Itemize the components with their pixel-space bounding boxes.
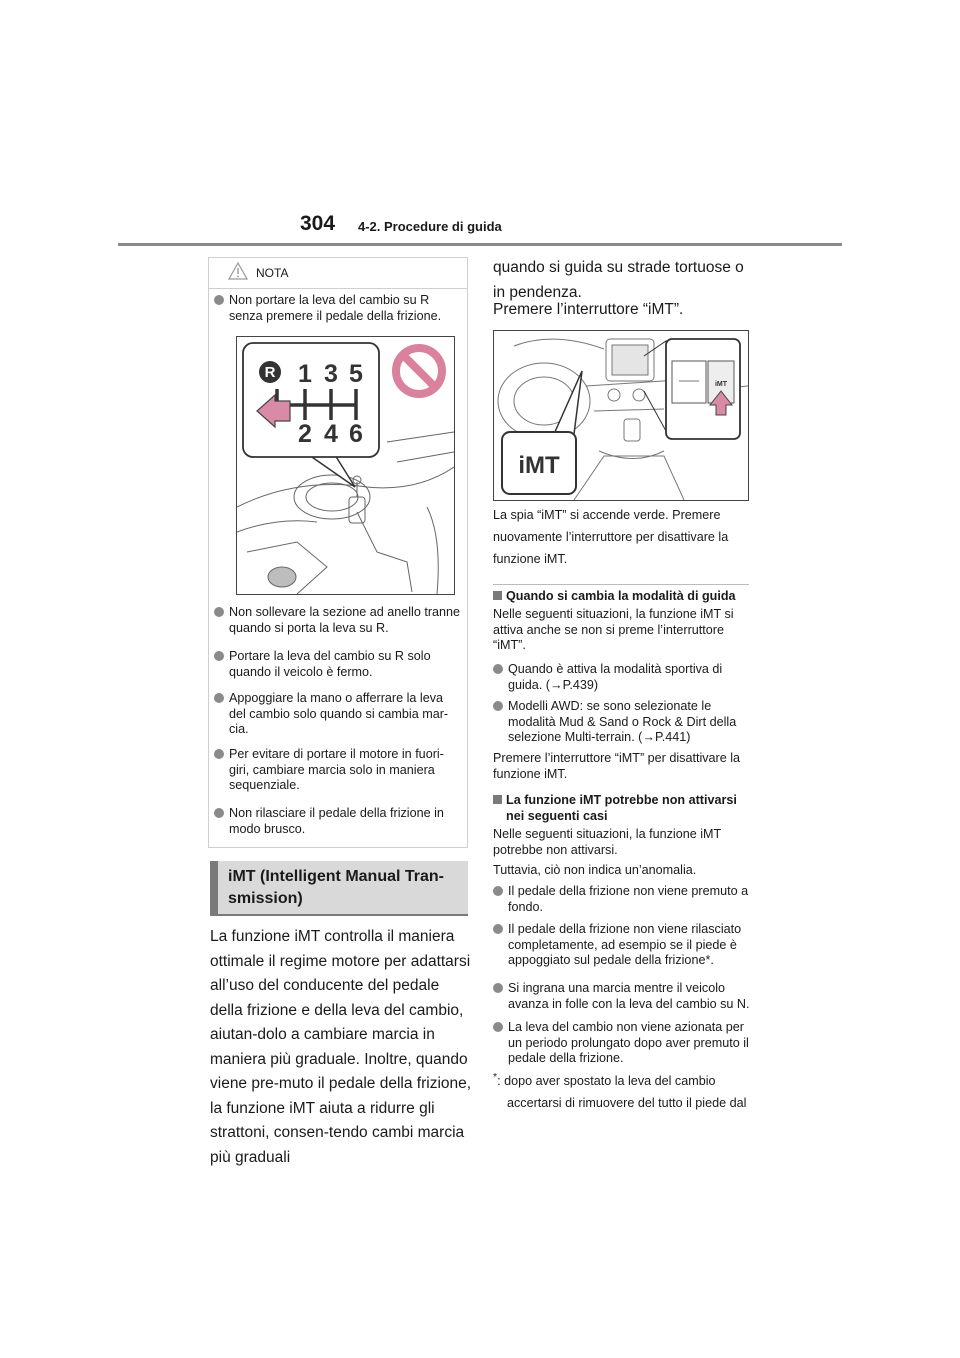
bullet-icon (214, 295, 224, 305)
svg-text:1: 1 (298, 360, 312, 388)
caution-item: Appoggiare la mano o afferrare la leva del cambio solo quando si cambia mar-cia. (214, 691, 462, 738)
svg-text:6: 6 (349, 420, 363, 448)
may-not-item: Il pedale della frizione non viene premuto a fondo. (493, 884, 751, 915)
caution-item: Portare la leva del cambio su R solo quando il veicolo è fermo. (214, 649, 462, 680)
section-heading-imt (210, 861, 468, 915)
bullet-icon (493, 1022, 503, 1032)
imt-intro-cont: quando si guida su strade tortuose o in pendenza. (493, 259, 744, 301)
may-not-intro2: Tuttavia, ciò non indica un’anomalia. (493, 863, 697, 877)
may-not-item: La leva del cambio non viene azionata per un periodo prolungato dopo aver premuto il pedale della frizione. (493, 1020, 751, 1067)
svg-text:2: 2 (298, 420, 312, 448)
caution-item: Non rilasciare il pedale della frizione in modo brusco. (214, 806, 462, 837)
mode-item: Modelli AWD: se sono selezionate le modalità Mud & Sand o Rock & Dirt della selezione Multi-terrain. (→P.441) (493, 699, 751, 746)
heading-rule (210, 914, 468, 916)
bullet-icon (493, 664, 503, 674)
svg-text:3: 3 (324, 360, 338, 388)
caution-item: Per evitare di portare il motore in fuori-giri, cambiare marcia solo in maniera sequenziale. (214, 747, 462, 794)
may-not-item: Si ingrana una marcia mentre il veicolo avanza in folle con la leva del cambio su N. (493, 981, 751, 1012)
gear-shift-illustration (236, 336, 455, 595)
caution-header (209, 258, 467, 289)
imt-press: Premere l’interruttore “iMT”. (493, 301, 684, 318)
section-title: 4-2. Procedure di guida (358, 219, 502, 234)
subsection-title-mode: Quando si cambia la modalità di guida (493, 589, 753, 605)
mode-intro: Nelle seguenti situazioni, la funzione iMT si attiva anche se non si preme l’interruttore “iMT”. (493, 607, 734, 652)
bullet-icon (214, 808, 224, 818)
imt-intro: La funzione iMT controlla il maniera ottimale il regime motore per adattarsi all’uso del conducente del pedale della frizione e della leva del cambio, aiutan-dolo a cambiare marcia in maniera più graduale. Inoltre, quando viene pre-muto il pedale della frizione, la funzione iMT aiuta a ridurre gli strattoni, consen-tendo cambi marcia più graduali (210, 928, 472, 1166)
caution-item: Non portare la leva del cambio su R senza premere il pedale della frizione. (214, 293, 462, 324)
caution-item: Non sollevare la sezione ad anello tranne quando si porta la leva su R. (214, 605, 462, 636)
bullet-icon (493, 886, 503, 896)
bullet-icon (214, 651, 224, 661)
imt-caption: La spia “iMT” si accende verde. Premere nuovamente l’interruttore per disattivare la funzione iMT. (493, 508, 729, 566)
heading-text: iMT (Intelligent Manual Tran-smission) (228, 868, 444, 907)
bullet-icon (493, 983, 503, 993)
svg-text:4: 4 (324, 420, 338, 448)
subsection-rule (493, 584, 749, 585)
page-number: 304 (300, 212, 336, 235)
square-bullet-icon (493, 795, 502, 804)
svg-text:5: 5 (349, 360, 363, 388)
bullet-icon (214, 607, 224, 617)
bullet-icon (214, 693, 224, 703)
bullet-icon (214, 749, 224, 759)
mode-outro: Premere l’interruttore “iMT” per disattivare la funzione iMT. (493, 751, 741, 781)
may-not-intro: Nelle seguenti situazioni, la funzione iMT potrebbe non attivarsi. (493, 827, 721, 857)
imt-switch-label: iMT (714, 381, 728, 388)
caution-label: NOTA (256, 266, 289, 280)
header-rule (118, 243, 842, 246)
svg-text:R: R (264, 364, 276, 381)
bullet-icon (493, 701, 503, 711)
footnote: *: dopo aver spostato la leva del cambio accertarsi di rimuovere del tutto il piede dal (493, 1071, 747, 1111)
bullet-icon (493, 924, 503, 934)
imt-figure-label: iMT (518, 452, 560, 479)
mode-item: Quando è attiva la modalità sportiva di guida. (→P.439) (493, 662, 751, 693)
subsection-title-may-not: La funzione iMT potrebbe non attivarsi nei seguenti casi (493, 793, 756, 824)
square-bullet-icon (493, 591, 502, 600)
may-not-item: Il pedale della frizione non viene rilasciato completamente, ad esempio se il piede è appoggiato sul pedale della frizione*. (493, 922, 751, 969)
warning-icon (228, 262, 248, 280)
imt-switch-illustration (493, 330, 749, 501)
footnote-mark: * (493, 1071, 498, 1083)
